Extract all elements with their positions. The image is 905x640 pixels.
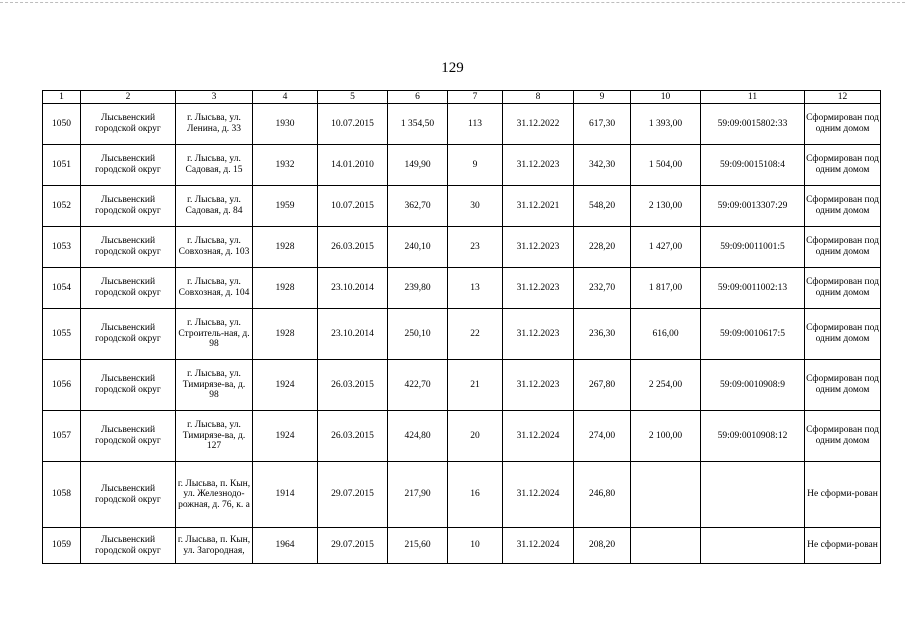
- residents-cell: 30: [448, 186, 503, 227]
- cadastral-cell: [701, 462, 805, 528]
- deadline-cell: 31.12.2023: [503, 309, 574, 360]
- area-cell: 424,80: [388, 411, 448, 462]
- row-number: 1056: [43, 360, 81, 411]
- header-cell: 10: [631, 91, 701, 104]
- residents-cell: 20: [448, 411, 503, 462]
- cadastral-cell: [701, 528, 805, 564]
- row-number: 1052: [43, 186, 81, 227]
- district-cell: Лысьвенский городской округ: [81, 411, 176, 462]
- table-row: [43, 462, 881, 528]
- area2-cell: 342,30: [574, 145, 631, 186]
- area3-cell: 1 817,00: [631, 268, 701, 309]
- header-cell: 3: [176, 91, 253, 104]
- address-cell: г. Лысьва, ул. Тимирязе-ва, д. 98: [176, 360, 253, 411]
- deadline-cell: 31.12.2023: [503, 360, 574, 411]
- area-cell: 1 354,50: [388, 104, 448, 145]
- area-cell: 250,10: [388, 309, 448, 360]
- cadastral-cell: 59:09:0011001:5: [701, 227, 805, 268]
- year-cell: 1928: [253, 268, 318, 309]
- area2-cell: 232,70: [574, 268, 631, 309]
- year-cell: 1924: [253, 411, 318, 462]
- deadline-cell: 31.12.2023: [503, 268, 574, 309]
- area2-cell: 208,20: [574, 528, 631, 564]
- address-cell: г. Лысьва, п. Кын, ул. Железнодо-рожная, д. 76, к. а: [176, 462, 253, 528]
- table-row: [43, 309, 881, 360]
- district-cell: Лысьвенский городской округ: [81, 145, 176, 186]
- cadastral-cell: 59:09:0013307:29: [701, 186, 805, 227]
- header-cell: 4: [253, 91, 318, 104]
- address-cell: г. Лысьва, ул. Строитель-ная, д. 98: [176, 309, 253, 360]
- top-border-rule: [0, 2, 905, 3]
- area3-cell: [631, 462, 701, 528]
- area3-cell: [631, 528, 701, 564]
- row-number: 1058: [43, 462, 81, 528]
- table-row: [43, 360, 881, 411]
- header-cell: 12: [805, 91, 881, 104]
- residents-cell: 113: [448, 104, 503, 145]
- date-cell: 26.03.2015: [318, 227, 388, 268]
- row-number: 1050: [43, 104, 81, 145]
- status-cell: Сформирован под одним домом: [805, 268, 881, 309]
- row-number: 1057: [43, 411, 81, 462]
- status-cell: Не сформи-рован: [805, 462, 881, 528]
- year-cell: 1928: [253, 227, 318, 268]
- date-cell: 14.01.2010: [318, 145, 388, 186]
- cadastral-cell: 59:09:0010908:9: [701, 360, 805, 411]
- area3-cell: 1 393,00: [631, 104, 701, 145]
- area2-cell: 267,80: [574, 360, 631, 411]
- header-cell: 11: [701, 91, 805, 104]
- address-cell: г. Лысьва, ул. Совхозная, д. 103: [176, 227, 253, 268]
- year-cell: 1914: [253, 462, 318, 528]
- residents-cell: 10: [448, 528, 503, 564]
- area2-cell: 246,80: [574, 462, 631, 528]
- year-cell: 1964: [253, 528, 318, 564]
- deadline-cell: 31.12.2024: [503, 462, 574, 528]
- area-cell: 215,60: [388, 528, 448, 564]
- area3-cell: 2 130,00: [631, 186, 701, 227]
- header-cell: 6: [388, 91, 448, 104]
- deadline-cell: 31.12.2023: [503, 145, 574, 186]
- district-cell: Лысьвенский городской округ: [81, 104, 176, 145]
- date-cell: 10.07.2015: [318, 104, 388, 145]
- status-cell: Сформирован под одним домом: [805, 360, 881, 411]
- table-row: [43, 528, 881, 564]
- residents-cell: 21: [448, 360, 503, 411]
- header-cell: 7: [448, 91, 503, 104]
- date-cell: 26.03.2015: [318, 360, 388, 411]
- date-cell: 29.07.2015: [318, 462, 388, 528]
- year-cell: 1930: [253, 104, 318, 145]
- table-row: [43, 411, 881, 462]
- area-cell: 422,70: [388, 360, 448, 411]
- year-cell: 1932: [253, 145, 318, 186]
- district-cell: Лысьвенский городской округ: [81, 227, 176, 268]
- table-row: [43, 104, 881, 145]
- area2-cell: 236,30: [574, 309, 631, 360]
- date-cell: 23.10.2014: [318, 268, 388, 309]
- status-cell: Сформирован под одним домом: [805, 104, 881, 145]
- deadline-cell: 31.12.2021: [503, 186, 574, 227]
- area3-cell: 1 504,00: [631, 145, 701, 186]
- address-cell: г. Лысьва, ул. Тимирязе-ва, д. 127: [176, 411, 253, 462]
- deadline-cell: 31.12.2024: [503, 411, 574, 462]
- header-cell: 9: [574, 91, 631, 104]
- area3-cell: 616,00: [631, 309, 701, 360]
- district-cell: Лысьвенский городской округ: [81, 309, 176, 360]
- date-cell: 29.07.2015: [318, 528, 388, 564]
- area-cell: 217,90: [388, 462, 448, 528]
- area2-cell: 617,30: [574, 104, 631, 145]
- date-cell: 23.10.2014: [318, 309, 388, 360]
- status-cell: Сформирован под одним домом: [805, 145, 881, 186]
- status-cell: Сформирован под одним домом: [805, 227, 881, 268]
- district-cell: Лысьвенский городской округ: [81, 360, 176, 411]
- address-cell: г. Лысьва, ул. Ленина, д. 33: [176, 104, 253, 145]
- area2-cell: 274,00: [574, 411, 631, 462]
- district-cell: Лысьвенский городской округ: [81, 462, 176, 528]
- district-cell: Лысьвенский городской округ: [81, 268, 176, 309]
- row-number: 1053: [43, 227, 81, 268]
- area-cell: 149,90: [388, 145, 448, 186]
- cadastral-cell: 59:09:0010908:12: [701, 411, 805, 462]
- table-row: [43, 227, 881, 268]
- residents-cell: 22: [448, 309, 503, 360]
- area-cell: 240,10: [388, 227, 448, 268]
- row-number: 1055: [43, 309, 81, 360]
- area3-cell: 1 427,00: [631, 227, 701, 268]
- year-cell: 1959: [253, 186, 318, 227]
- status-cell: Сформирован под одним домом: [805, 186, 881, 227]
- area3-cell: 2 254,00: [631, 360, 701, 411]
- status-cell: Сформирован под одним домом: [805, 309, 881, 360]
- residents-cell: 13: [448, 268, 503, 309]
- table-row: [43, 145, 881, 186]
- cadastral-cell: 59:09:0015108:4: [701, 145, 805, 186]
- deadline-cell: 31.12.2022: [503, 104, 574, 145]
- cadastral-cell: 59:09:0010617:5: [701, 309, 805, 360]
- area2-cell: 548,20: [574, 186, 631, 227]
- year-cell: 1924: [253, 360, 318, 411]
- housing-registry-table: [42, 90, 881, 564]
- table-row: [43, 186, 881, 227]
- cadastral-cell: 59:09:0011002:13: [701, 268, 805, 309]
- residents-cell: 9: [448, 145, 503, 186]
- area3-cell: 2 100,00: [631, 411, 701, 462]
- deadline-cell: 31.12.2024: [503, 528, 574, 564]
- row-number: 1054: [43, 268, 81, 309]
- district-cell: Лысьвенский городской округ: [81, 186, 176, 227]
- header-cell: 2: [81, 91, 176, 104]
- address-cell: г. Лысьва, ул. Совхозная, д. 104: [176, 268, 253, 309]
- date-cell: 10.07.2015: [318, 186, 388, 227]
- deadline-cell: 31.12.2023: [503, 227, 574, 268]
- address-cell: г. Лысьва, п. Кын, ул. Загородная,: [176, 528, 253, 564]
- residents-cell: 16: [448, 462, 503, 528]
- status-cell: Сформирован под одним домом: [805, 411, 881, 462]
- header-cell: 5: [318, 91, 388, 104]
- year-cell: 1928: [253, 309, 318, 360]
- address-cell: г. Лысьва, ул. Садовая, д. 84: [176, 186, 253, 227]
- residents-cell: 23: [448, 227, 503, 268]
- area-cell: 362,70: [388, 186, 448, 227]
- table-row: [43, 268, 881, 309]
- area2-cell: 228,20: [574, 227, 631, 268]
- cadastral-cell: 59:09:0015802:33: [701, 104, 805, 145]
- header-row: [43, 91, 881, 104]
- district-cell: Лысьвенский городской округ: [81, 528, 176, 564]
- row-number: 1051: [43, 145, 81, 186]
- date-cell: 26.03.2015: [318, 411, 388, 462]
- address-cell: г. Лысьва, ул. Садовая, д. 15: [176, 145, 253, 186]
- status-cell: Не сформи-рован: [805, 528, 881, 564]
- header-cell: 8: [503, 91, 574, 104]
- area-cell: 239,80: [388, 268, 448, 309]
- page-number: 129: [441, 60, 464, 76]
- row-number: 1059: [43, 528, 81, 564]
- header-cell: 1: [43, 91, 81, 104]
